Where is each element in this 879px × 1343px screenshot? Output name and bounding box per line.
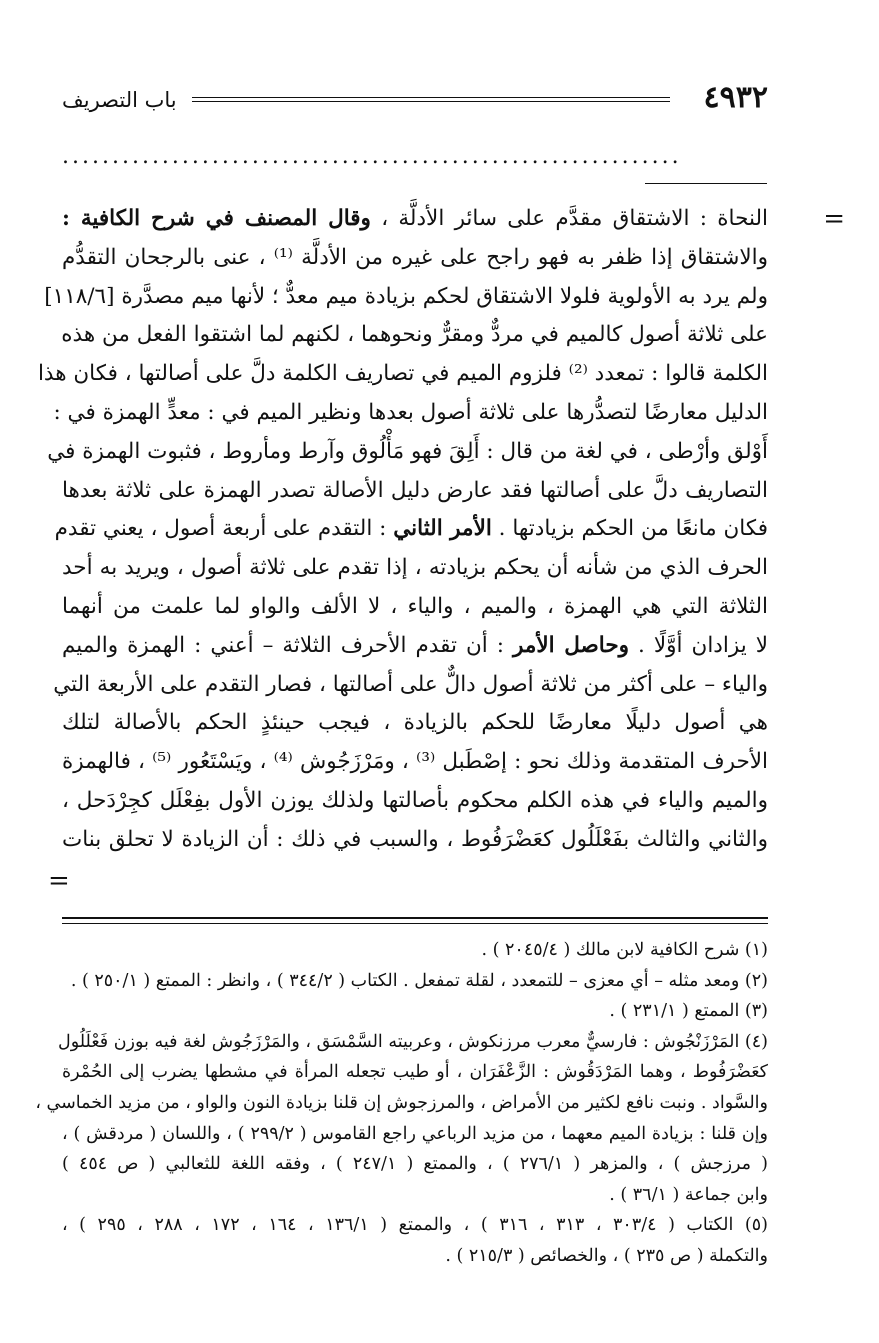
text-line: الحرف الذي من شأنه أن يحكم بزيادته ، إذا تقدم على ثلاثة أصول ، ويريد به أحد	[62, 555, 768, 581]
text-line: أَوْلق وأرْطى ، في لغة من قال : أَلِقَ فهو مَأْلُوق وآرط ومأروط ، فثبوت الهمزة في	[47, 438, 768, 464]
footnote-line: (٤) المَرْزَنْجُوش : فارسيٌّ معرب مرزنكوش ، وعربيته السَّمْسَق ، والمَرْزَجُوش لغة فيه بوزن فَعْلَلُول	[57, 1031, 768, 1052]
text-line: التصاريف دلَّ على أصالتها فقد عارض دليل الأصالة تصدر الهمزة على ثلاثة بعدها	[62, 477, 768, 503]
footnote-rule	[62, 917, 768, 919]
main-text	[37, 200, 768, 898]
continuation-mark-end: =	[48, 866, 70, 896]
footnote-line: (٣) الممتع ( ٢٣١/١ ) .	[609, 1001, 768, 1022]
omission-dots: ..............................................................	[62, 144, 682, 169]
footnote-line: والتكملة ( ص ٢٣٥ ) ، والخصائص ( ٢١٥/٣ ) .	[445, 1245, 768, 1266]
text-line: الدليل معارضًا لتصدُّرها على ثلاثة أصول بعدها ونظير الميم في : معدٍّ الهمزة في :	[53, 399, 768, 425]
text-line	[62, 860, 768, 899]
text-line: والميم والياء في هذه الكلم محكوم بأصالتها ولذلك يوزن الأول بفِعْلَل كجِرْدَحل ،	[62, 787, 768, 813]
short-separator	[645, 183, 767, 184]
page-number: ٤٩٣٢	[703, 80, 768, 115]
text-line: الثلاثة التي هي الهمزة ، والميم ، والياء ، لا الألف والواو لما علمت من أنهما	[62, 593, 768, 619]
text-line: والثاني والثالث بفَعْلَلُول كعَضْرَفُوط ، والسبب في ذلك : أن الزيادة لا تحلق بنات	[62, 826, 768, 852]
text-line: ولم يرد به الأولوية فلولا الاشتقاق لحكم بزيادة ميم معدٌّ ؛ لأنها ميم مصدَّرة [١١٨/٦]	[44, 283, 768, 309]
footnote-line: ( مرزجش ) ، والمزهر ( ٢٧٦/١ ) ، والممتع ( ٢٤٧/١ ) ، وفقه اللغة للثعالبي ( ص ٤٥٤ )	[62, 1154, 769, 1175]
header-rule	[192, 97, 670, 102]
page-header	[62, 80, 768, 120]
footnote-line: (١) شرح الكافية لابن مالك ( ٢٠٤٥/٤ ) .	[481, 940, 768, 960]
footnote-line: والسَّواد . ونبت نافع لكثير من الأمراض ، والمرزجوش إن قلنا بزيادة النون والواو ، من مزيد الخماسي ،	[35, 1092, 768, 1113]
text-line: على ثلاثة أصول كالميم في مردٌّ ومقرٌّ ونحوهما ، لكنهم لما اشتقوا الفعل من هذه	[61, 322, 768, 348]
footnote-line: (٥) الكتاب ( ٣٠٣/٤ ، ٣١٣ ، ٣١٦ ) ، والممتع ( ١٣٦/١ ، ١٦٤ ، ١٧٢ ، ٢٨٨ ، ٢٩٥ ) ،	[62, 1215, 768, 1236]
footnote-line: وإن قلنا : بزيادة الميم معهما ، من مزيد الرباعي راجع القاموس ( ٢٩٩/٢ ) ، واللسان ( مردقش ) ،	[62, 1123, 768, 1144]
footnote-line: وابن جماعة ( ٣٦/١ ) .	[609, 1184, 768, 1205]
footnote-line: (٢) ومعد مثله – أي معزى – للتمعدد ، لقلة تمفعل . الكتاب ( ٣٤٤/٢ ) ، وانظر : الممتع ( ٢٥٠/١ ) .	[70, 970, 768, 991]
text-line: الأحرف المتقدمة وذلك نحو : إصْطَبل ⁽³⁾ ، ومَرْزَجُوش ⁽⁴⁾ ، ويَسْتَعُور ⁽⁵⁾ ، فالهمزة	[62, 749, 768, 775]
running-head: باب التصريف	[62, 88, 177, 112]
footnote-rule-thin	[62, 923, 768, 924]
text-line: فكان مانعًا من الحكم بزيادتها . الأمر الثاني : التقدم على أربعة أصول ، يعني تقدم	[54, 516, 768, 542]
text-line: هي أصول دليلًا معارضًا للحكم بالزيادة ، فيجب حينئذٍ الحكم بالأصالة لتلك	[62, 710, 768, 736]
text-line: لا يزادان أوَّلًا . وحاصل الأمر : أن تقدم الأحرف الثلاثة – أعني : الهمزة والميم	[62, 632, 768, 658]
continuation-mark-start: =	[823, 204, 845, 234]
text-line: الكلمة قالوا : تمعدد ⁽²⁾ فلزوم الميم في تصاريف الكلمة دلَّ على أصالتها ، فكان هذا	[37, 361, 768, 387]
text-line: والياء – على أكثر من ثلاثة أصول دالٌّ على أصالتها ، فصار التقدم على الأربعة التي	[53, 671, 768, 697]
footnotes	[35, 935, 769, 1272]
footnote-line: كعَضْرَفُوط ، وهما المَرْدَقُوش : الزَّعْفَرَان ، أو طيب تجعله المرأة في مشطها يضرب إلى الحُمْرة	[62, 1062, 768, 1083]
text-line: النحاة : الاشتقاق مقدَّم على سائر الأدلَّة ، وقال المصنف في شرح الكافية :	[62, 206, 768, 231]
text-line: والاشتقاق إذا ظفر به فهو راجح على غيره من الأدلَّة ⁽¹⁾ ، عنى بالرجحان التقدُّم	[62, 244, 768, 270]
